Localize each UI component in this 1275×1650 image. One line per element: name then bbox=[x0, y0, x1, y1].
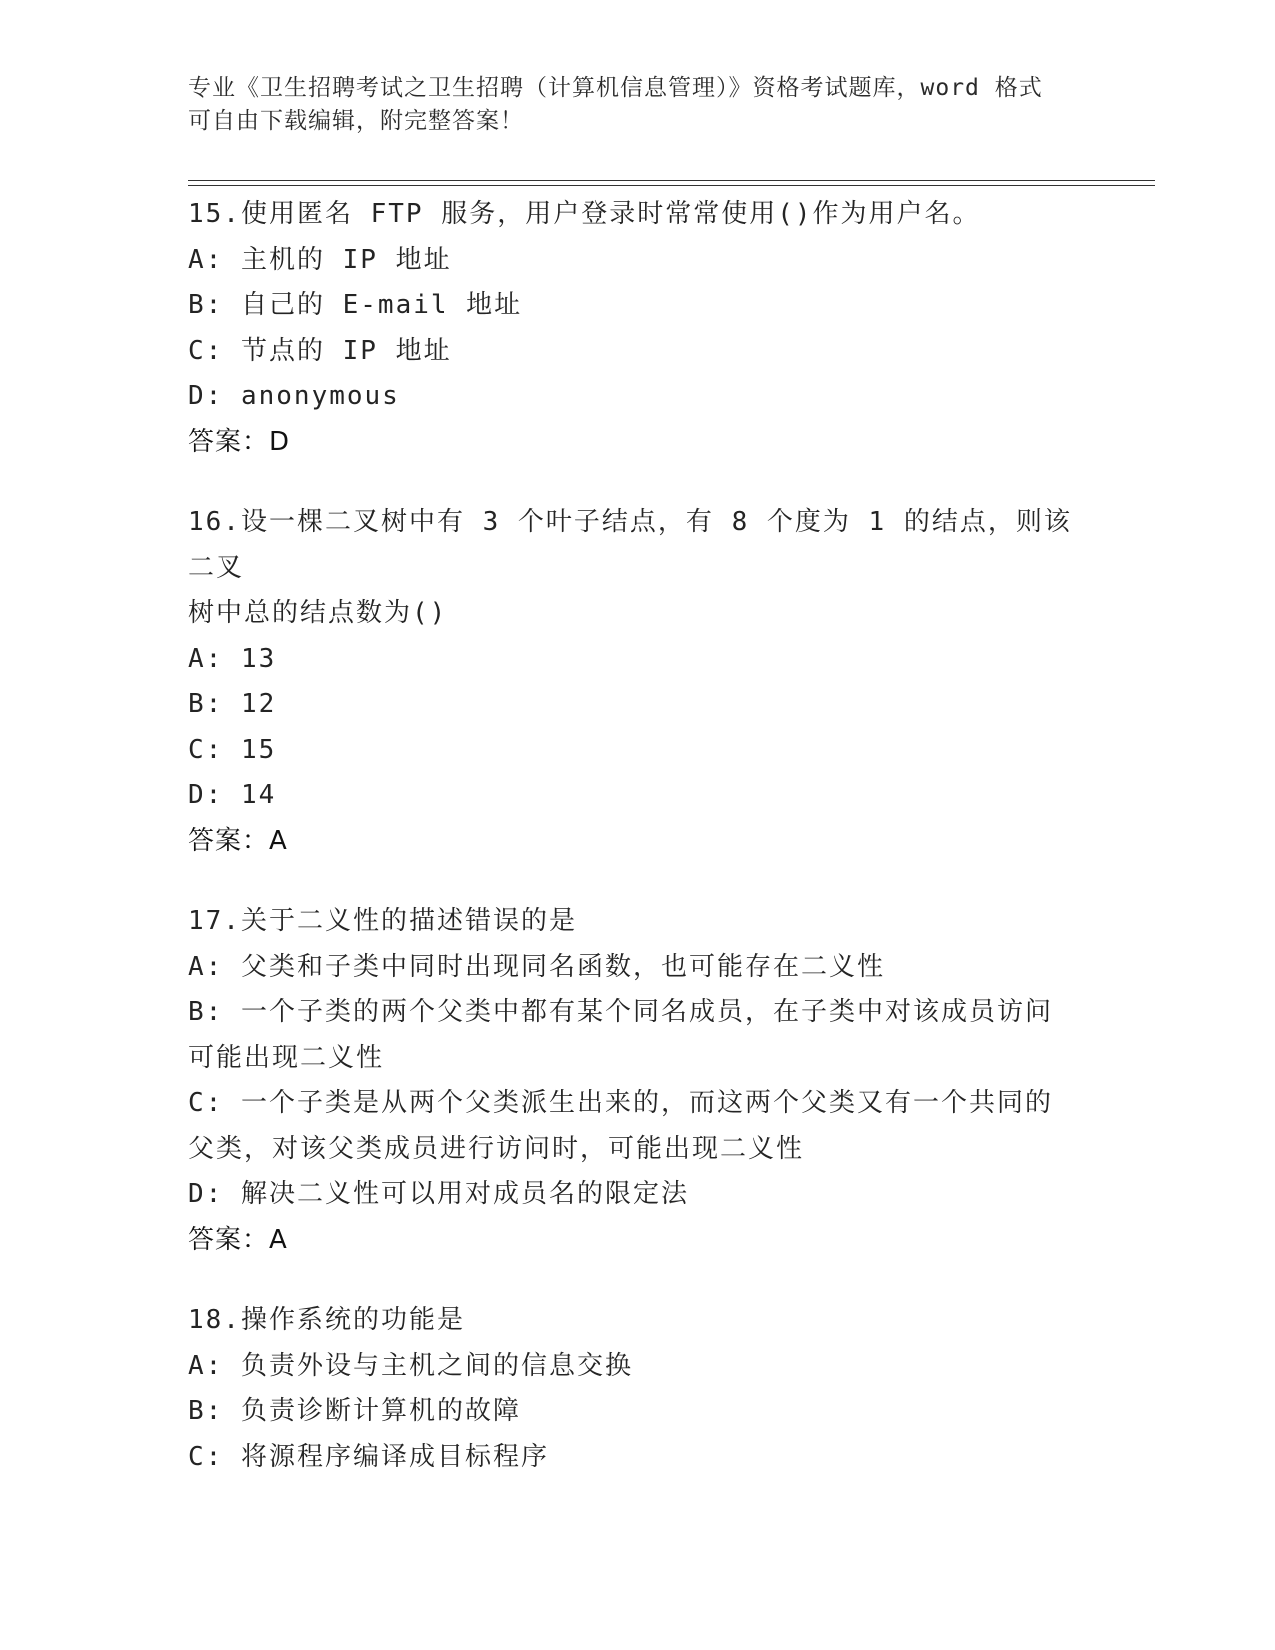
question-list bbox=[188, 192, 1088, 1515]
answer-option-line: B: 自己的 E-mail 地址 bbox=[188, 290, 523, 320]
answer-key: 答案：A bbox=[188, 825, 288, 856]
question-stem-line: 16.设一棵二叉树中有 3 个叶子结点，有 8 个度为 1 的结点，则该二叉 bbox=[188, 507, 1072, 583]
answer-option-line: D: 14 bbox=[188, 780, 277, 810]
answer-option bbox=[188, 374, 1088, 420]
answer-option bbox=[188, 728, 1088, 774]
answer-option-line: B: 负责诊断计算机的故障 bbox=[188, 1396, 521, 1426]
answer-option-line: A: 父类和子类中同时出现同名函数，也可能存在二义性 bbox=[188, 951, 885, 982]
answer-key: 答案：D bbox=[188, 426, 291, 457]
answer-option bbox=[188, 1389, 1088, 1435]
answer-option bbox=[188, 1344, 1088, 1390]
answer-option bbox=[188, 238, 1088, 284]
answer-option-line: A: 主机的 IP 地址 bbox=[188, 244, 452, 275]
answer-option bbox=[188, 773, 1088, 819]
question-item bbox=[188, 192, 1088, 465]
question-item bbox=[188, 899, 1088, 1263]
answer-option bbox=[188, 637, 1088, 683]
header-divider-bottom bbox=[188, 185, 1155, 186]
header-divider-top bbox=[188, 180, 1155, 181]
answer-option bbox=[188, 1172, 1088, 1218]
question-item bbox=[188, 1298, 1088, 1480]
answer-option bbox=[188, 945, 1088, 991]
answer-option-line: C: 将源程序编译成目标程序 bbox=[188, 1441, 549, 1472]
answer-option bbox=[188, 1081, 1088, 1172]
question-stem-line: 18.操作系统的功能是 bbox=[188, 1305, 465, 1335]
answer-option bbox=[188, 329, 1088, 375]
question-stem bbox=[188, 500, 1088, 637]
answer-option-line: A: 13 bbox=[188, 643, 277, 674]
question-item bbox=[188, 500, 1088, 864]
answer-option-line: A: 负责外设与主机之间的信息交换 bbox=[188, 1350, 633, 1381]
question-stem-line: 树中总的结点数为() bbox=[188, 598, 448, 628]
document-header bbox=[188, 72, 1088, 138]
answer-option-line: 父类，对该父类成员进行访问时，可能出现二义性 bbox=[188, 1133, 805, 1164]
answer-option-line: C: 节点的 IP 地址 bbox=[188, 335, 452, 366]
header-line-1: 专业《卫生招聘考试之卫生招聘（计算机信息管理）》资格考试题库，word 格式 bbox=[188, 75, 1043, 101]
answer-option-line: C: 15 bbox=[188, 734, 277, 765]
answer-option-line: C: 一个子类是从两个父类派生出来的，而这两个父类又有一个共同的 bbox=[188, 1088, 1053, 1118]
answer-option-line: B: 一个子类的两个父类中都有某个同名成员，在子类中对该成员访问 bbox=[188, 997, 1053, 1027]
question-stem bbox=[188, 1298, 1088, 1344]
question-stem bbox=[188, 899, 1088, 945]
answer-option-line: B: 12 bbox=[188, 689, 277, 719]
answer-option bbox=[188, 682, 1088, 728]
answer-option bbox=[188, 1435, 1088, 1481]
answer-option-line: D: 解决二义性可以用对成员名的限定法 bbox=[188, 1179, 689, 1209]
question-stem-line: 17.关于二义性的描述错误的是 bbox=[188, 906, 577, 936]
answer-key: 答案：A bbox=[188, 1224, 288, 1255]
question-stem bbox=[188, 192, 1088, 238]
answer-option-line: 可能出现二义性 bbox=[188, 1042, 385, 1073]
answer-option bbox=[188, 283, 1088, 329]
question-stem-line: 15.使用匿名 FTP 服务，用户登录时常常使用()作为用户名。 bbox=[188, 199, 981, 229]
answer-option-line: D: anonymous bbox=[188, 381, 400, 411]
header-line-2: 可自由下载编辑，附完整答案！ bbox=[188, 108, 524, 134]
answer-option bbox=[188, 990, 1088, 1081]
